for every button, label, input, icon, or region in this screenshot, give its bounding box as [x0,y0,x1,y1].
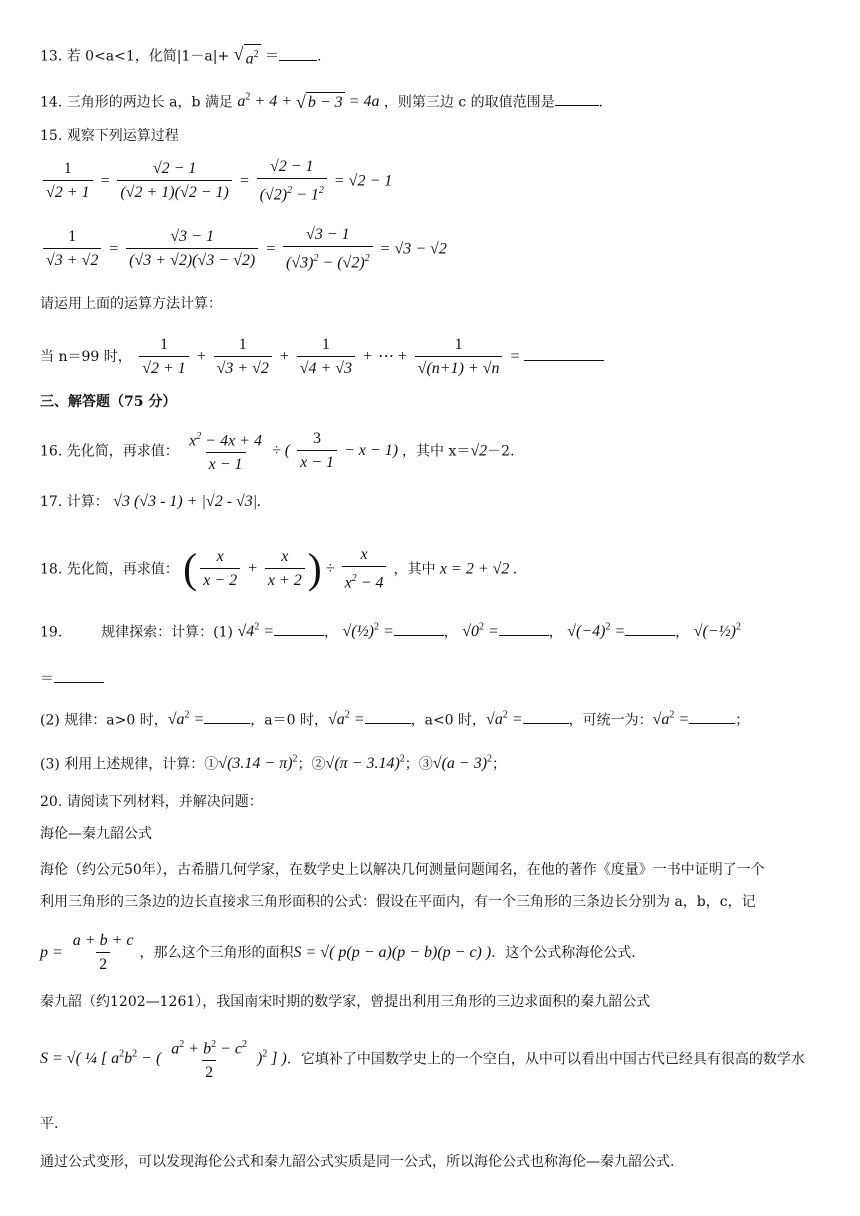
q20-intro: 请阅读下列材料，并解决问题： [66,794,263,810]
q18-text: 先化简，再求值： [66,561,179,578]
q20-heading: 海伦—秦九韶公式 [40,826,152,842]
q19-p3-3: ；③ [404,756,433,773]
q20-para-1b: 利用三角形的三条边的边长直接求三角形面积的公式：假设在平面内，有一个三角形的三条边长分别为 a，b，c，记 [40,894,756,910]
q19-part-2: (2) 规律：a>0 时，$√a^2$ = ，a＝0 时，$√a^2$ = ，a<0 时，$√a^2$ = ，可统一为：$√a^2$ = ； [40,710,750,729]
q13-text: 若 0<a<1，化简|1－a|+ [66,48,230,65]
q20-p1d: ．这个公式称海伦公式. [491,945,636,962]
answer-blank[interactable] [279,46,317,61]
q14-equation: $a^2 + 4$ + √ b − 3 = 4a [237,92,380,113]
answer-blank[interactable] [274,621,324,636]
q20-para-1a: 海伦（约公元50年），古希腊几何学家，在数学史上以解决几何测量问题闻名，在他的著作《度量》一书中证明了一个 [40,862,765,878]
q14-number: 14. [40,94,63,111]
q16-where-tail: －2. [487,443,515,460]
question-17: 17. 计算： √3 (√3 - 1) + |√2 - √3|. [40,493,262,510]
q18-number: 18. [40,561,63,578]
q17-text: 计算： [66,494,109,510]
q17-number: 17. [40,494,63,510]
answer-blank[interactable] [499,621,549,636]
q20-number: 20. [40,794,63,810]
answer-blank[interactable] [54,668,104,683]
q16-where: ，其中 x＝ [402,443,471,460]
q19-p3-label: (3) 利用上述规律，计算：① [40,756,219,773]
answer-blank[interactable] [523,709,569,724]
q20-p2b: ．它填补了中国数学史上的一个空白，从中可以看出中国古代已经具有很高的数学水 [286,1051,805,1068]
section-3-heading: 三、解答题（75 分） [40,394,177,410]
q19-part-3: (3) 利用上述规律，计算：①√(3.14 − π)$^2$；②√(π − 3.14)$^2$；③√(a − 3)$^2$； [40,754,507,773]
question-14: 14. 三角形的两边长 a，b 满足 $a^2 + 4$ + √ b − 3 = 4a ，则第三边 c 的取值范围是 . [40,92,604,113]
q19-p2-label: (2) 规律：a>0 时， [40,712,168,729]
q15-task: 当 n＝99 时， $\frac{1}{√2 + 1}$ + $\frac{1}{√3 + √2}$ + $\frac{1}{√4 + √3}$ + ⋯ + $\frac{1}{√(n+1) + √n}$ = [40,336,604,379]
q20-p1c: ，那么这个三角形的面积 [139,945,294,962]
answer-blank[interactable] [204,709,250,724]
q13-equals: ＝ [265,48,280,65]
answer-blank[interactable] [394,621,444,636]
answer-blank[interactable] [689,709,735,724]
q20-para-3: 通过公式变形，可以发现海伦公式和秦九韶公式实质是同一公式，所以海伦公式也称海伦—秦九韶公式. [40,1154,675,1170]
q18-where: ，其中 [393,561,436,578]
q19-p2-b: ，a<0 时， [410,712,487,729]
answer-blank[interactable] [524,346,604,361]
answer-blank[interactable] [555,91,599,106]
q20-para-2b: S = √( ¼ [ $a^2b^2$ − ( $\frac{a^2 + b^2 - c^2}{2}$ )$^2$ ] )．它填补了中国数学史上的一个空白，从中可以看出中国古代已经具有很高的数学水 [40,1039,805,1082]
q15-number: 15. [40,128,63,144]
sqrt-expression: √ $a^2$ [233,44,259,68]
q15-title: 观察下列运算过程 [66,128,179,144]
q14-text: 三角形的两边长 a，b 满足 [66,94,233,111]
question-13: 13. 若 0<a<1，化简|1－a|+ √ $a^2$ ＝ . [40,44,322,68]
q20-para-2c: 平. [40,1116,59,1132]
q20-para-1c: p = $\frac{a + b + c}{2}$ ，那么这个三角形的面积S = √( p(p − a)(p − b)(p − c) )．这个公式称海伦公式. [40,932,636,973]
q15-example-2: $\frac{1}{√3 + √2}$ = $\frac{√3 - 1}{(√3 + √2)(√3 - √2)}$ = $\frac{√3 - 1}{(√3)^2 - (√2)^2}$ = √3 − √2 [40,226,447,273]
q19-blank-line: ＝ [40,668,104,689]
q15-instruction: 请运用上面的运算方法计算： [40,296,222,312]
q20-para-2a: 秦九韶（约1202—1261），我国南宋时期的数学家，曾提出利用三角形的三边求面积的秦九韶公式 [40,994,651,1010]
q19-text: 规律探索：计算：(1) [101,624,234,641]
question-16: 16. 先化简，再求值： $\frac{x^2 - 4x + 4}{x - 1}$ ÷ ( $\frac{3}{x - 1}$ − x − 1) ，其中 x＝√2－2. [40,430,515,474]
q14-tail: ，则第三边 c 的取值范围是 [383,94,555,111]
question-15 [40,126,179,146]
q15-when: 当 n＝99 时， [40,349,132,366]
answer-blank[interactable] [365,709,411,724]
question-19: 19. 规律探索：计算：(1) $√4^2$ = ， √(½)$^2$ = ， $√0^2$ = ， $√(-4)^2$ = ， √(−½)$^2$ [40,622,741,641]
q16-text: 先化简，再求值： [66,443,179,460]
q19-p2-a: ，a＝0 时， [250,712,329,729]
answer-blank[interactable] [625,621,675,636]
q19-p2-c: ，可统一为： [568,712,653,729]
q15-example-1: $\frac{1}{√2 + 1}$ = $\frac{√2 - 1}{(√2 + 1)(√2 - 1)}$ = $\frac{√2 - 1}{(√2)^2 - 1^2}$ = √2 − 1 [40,158,392,205]
q19-p3-2: ；② [297,756,326,773]
q13-number: 13. [40,48,63,65]
q16-number: 16. [40,443,63,460]
q19-number: 19. [40,624,63,641]
question-20 [40,792,263,812]
question-18: 18. 先化简，再求值： ( $\frac{x}{x - 2}$ + $\frac{x}{x + 2}$ ) ÷ $\frac{x}{x^2 - 4}$ ，其中 x = 2 + √2 . [40,546,518,593]
